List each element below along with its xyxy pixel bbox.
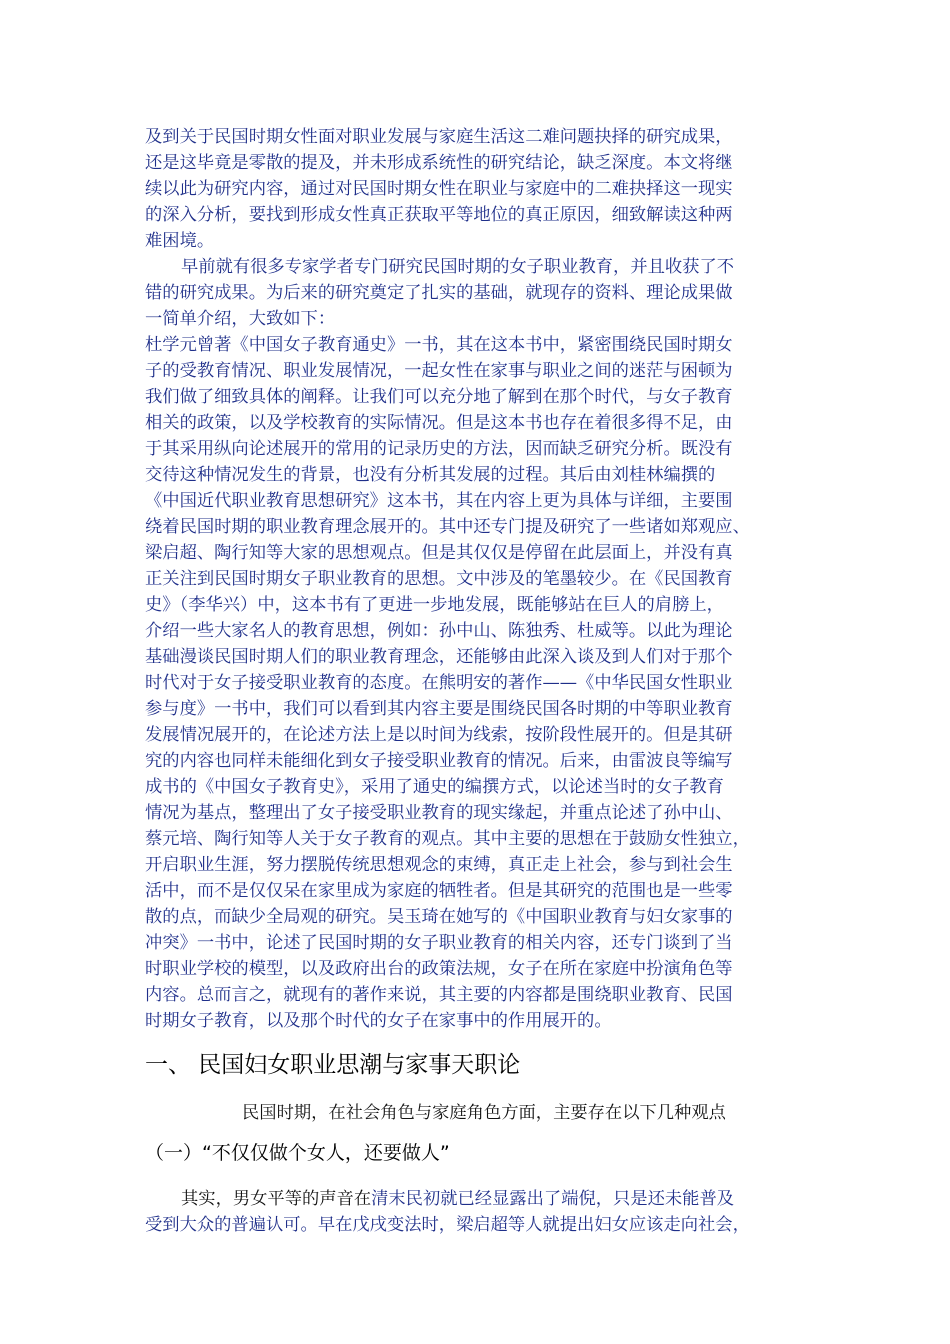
document-body [145,124,813,1238]
text-line: 散的点，而缺少全局观的研究。吴玉琦在她写的《中国职业教育与妇女家事的 [145,907,733,927]
text-line [145,1186,813,1212]
text-line: 发展情况展开的，在论述方法上是以时间为线索，按阶段性展开的。但是其研 [145,725,733,745]
text-line: 史》（李华兴）中，这本书有了更进一步地发展，既能够站在巨人的肩膀上， [145,595,724,615]
section-heading: 一、 民国妇女职业思潮与家事天职论 [145,1052,521,1078]
text-line: 时职业学校的模型，以及政府出台的政策法规，女子在所在家庭中扮演角色等 [145,959,733,979]
text-line: 错的研究成果。为后来的研究奠定了扎实的基础，就现存的资料、理论成果做 [145,283,733,303]
paragraph-2 [145,254,813,332]
text-span: 清末民初就已经显露出了端倪，只是还未能普及 [371,1189,735,1209]
text-line: 基础漫谈民国时期人们的职业教育理念，还能够由此深入谈及到人们对于那个 [145,647,733,667]
text-line: 情况为基点，整理出了女子接受职业教育的现实缘起，并重点论述了孙中山、 [145,803,733,823]
section-intro: 民国时期，在社会角色与家庭角色方面，主要存在以下几种观点 [242,1103,726,1123]
paragraph-1 [145,124,813,254]
text-line: 及到关于民国时期女性面对职业发展与家庭生活这二难问题抉择的研究成果， [145,127,733,147]
text-line: 还是这毕竟是零散的提及，并未形成系统性的研究结论，缺乏深度。本文将继 [145,153,733,173]
text-line: 时期女子教育，以及那个时代的女子在家事中的作用展开的。 [145,1011,612,1031]
text-line: 正关注到民国时期女子职业教育的思想。文中涉及的笔墨较少。在《民国教育 [145,569,733,589]
text-line: 开启职业生涯，努力摆脱传统思想观念的束缚，真正走上社会，参与到社会生 [145,855,733,875]
text-line: 的深入分析，要找到形成女性真正获取平等地位的真正原因，细致解读这种两 [145,205,733,225]
text-line: 究的内容也同样未能细化到女子接受职业教育的情况。后来，由雷波良等编写 [145,751,733,771]
text-line: 杜学元曾著《中国女子教育通史》一书，其在这本书中，紧密围绕民国时期女 [145,335,733,355]
text-line: 内容。总而言之，就现有的著作来说，其主要的内容都是围绕职业教育、民国 [145,985,733,1005]
text-line: 梁启超、陶行知等大家的思想观点。但是其仅仅是停留在此层面上，并没有真 [145,543,733,563]
text-line: 一简单介绍，大致如下： [145,309,336,329]
text-line: 《中国近代职业教育思想研究》这本书，其在内容上更为具体与详细，主要围 [145,491,733,511]
text-line: 续以此为研究内容，通过对民国时期女性在职业与家庭中的二难抉择这一现实 [145,179,733,199]
subsection-heading: （一）“不仅仅做个女人，还要做人” [145,1142,450,1164]
text-line: 交待这种情况发生的背景，也没有分析其发展的过程。其后由刘桂林编撰的 [145,465,716,485]
paragraph-3 [145,332,813,1034]
text-line: 早前就有很多专家学者专门研究民国时期的女子职业教育，并且收获了不 [181,257,735,277]
paragraph-4 [145,1186,813,1238]
text-line: 受到大众的普遍认可。早在戊戌变法时，梁启超等人就提出妇女应该走向社会， [145,1215,750,1235]
text-line: 于其采用纵向论述展开的常用的记录历史的方法，因而缺乏研究分析。既没有 [145,439,733,459]
text-line: 我们做了细致具体的阐释。让我们可以充分地了解到在那个时代，与女子教育 [145,387,733,407]
text-span: 其实，男女平等的声音在 [181,1189,372,1209]
text-line: 活中，而不是仅仅呆在家里成为家庭的牺牲者。但是其研究的范围也是一些零 [145,881,733,901]
text-line: 介绍一些大家名人的教育思想，例如：孙中山、陈独秀、杜威等。以此为理论 [145,621,733,641]
text-line: 成书的《中国女子教育史》，采用了通史的编撰方式，以论述当时的女子教育 [145,777,724,797]
text-line: 时代对于女子接受职业教育的态度。在熊明安的著作——《中华民国女性职业 [145,673,733,693]
text-line: 冲突》一书中，论述了民国时期的女子职业教育的相关内容，还专门谈到了当 [145,933,733,953]
text-line: 难困境。 [145,231,215,251]
text-line: 子的受教育情况、职业发展情况，一起女性在家事与职业之间的迷茫与困顿为 [145,361,733,381]
text-line: 参与度》一书中，我们可以看到其内容主要是围绕民国各时期的中等职业教育 [145,699,733,719]
text-line: 蔡元培、陶行知等人关于女子教育的观点。其中主要的思想在于鼓励女性独立， [145,829,750,849]
text-line: 相关的政策，以及学校教育的实际情况。但是这本书也存在着很多得不足，由 [145,413,733,433]
text-line: 绕着民国时期的职业教育理念展开的。其中还专门提及研究了一些诸如郑观应、 [145,517,750,537]
